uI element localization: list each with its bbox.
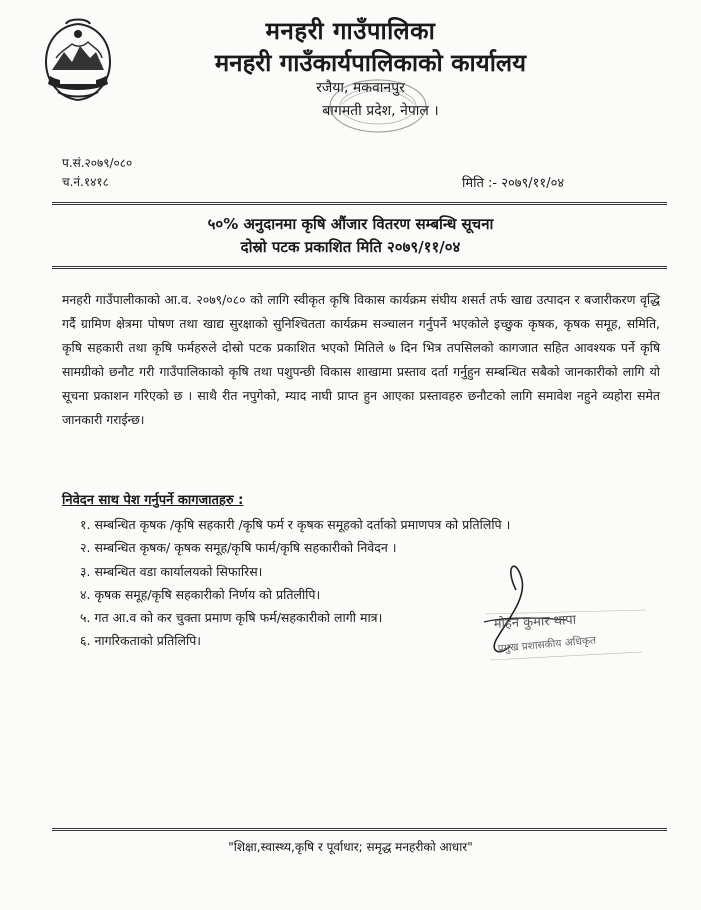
signature-stamp xyxy=(476,560,656,670)
header-divider xyxy=(52,202,667,205)
publication-date-line: दोस्रो पटक प्रकाशित मिति २०७९/११/०४ xyxy=(240,238,461,256)
signature-name: मोहन कुमार थापा xyxy=(493,612,577,632)
notice-body: मनहरी गाउँपालीकाको आ.व. २०७९/०८० को लागि स्वीकृत कृषि विकास कार्यक्रम संघीय शसर्त तर्फ खाद्य उत्पादन र बजारीकरण वृद्धि गर्दै ग्रामिण क्षेत्रमा पोषण तथा खाद्य सुरक्षाको सुनिश्चितता कार्यक्रम सञ्चालन गर्नुपर्ने भएकोले इच्छुक कृषक, कृषक समूह, समिति, कृषि सहकारी तथा कृषि फर्महरुले दोस्रो पटक प्रकाशित भएको मितिले ७ दिन भित्र तपसिलको कागजात सहित आवश्यक पर्ने कृषि सामग्रीको छनौट गरी गाउँपालिकाको कृषि तथा पशुपन्छी विकास शाखामा प्रस्ताव दर्ता गर्नुहुन सम्बन्धित सबैको जानकारीको लागि यो सूचना प्रकाशन गरिएको छ । साथै रीत नपुगेको, म्याद नाघी प्राप्त हुन आएका प्रस्तावहरु छनौटको लागि समावेश नहुने व्यहोरा समेत जानकारी गराईन्छ। xyxy=(62,292,660,427)
documents-list xyxy=(80,513,510,653)
list-item: ४. कृषक समूह/कृषि सहकारीको निर्णय को प्रतिलीपि। xyxy=(80,586,321,602)
list-item: १. सम्बन्धित कृषक /कृषि सहकारी /कृषि फर्म र कृषक समूहको दर्ताको प्रमाणपत्र को प्रतिलिपि । xyxy=(80,517,511,532)
notice-subject: ५०% अनुदानमा कृषि औंजार वितरण सम्बन्धि सूचना xyxy=(207,215,494,233)
office-name: मनहरी गाउँपालिका xyxy=(265,17,436,45)
list-item: ५. गत आ.व को कर चुक्ता प्रमाण कृषि फर्म/सहकारीको लागी मात्र। xyxy=(80,610,383,626)
office-executive-name: मनहरी गाउँकार्यपालिकाको कार्यालय xyxy=(214,49,527,77)
office-seal-icon xyxy=(322,74,430,136)
documents-heading: निवेदन साथ पेश गर्नुपर्ने कागजातहरु : xyxy=(62,493,244,508)
address-line-2: बागमती प्रदेश, नेपाल । xyxy=(322,103,439,119)
signature-designation: प्रमुख प्रशासकीय अधिकृत xyxy=(497,634,597,655)
list-item: २. सम्बन्धित कृषक/ कृषक समूह/कृषि फार्म/कृषि सहकारीको निवेदन । xyxy=(80,540,397,556)
footer-motto: "शिक्षा,स्वास्थ्य,कृषि र पूर्वाधार; समृद्ध मनहरीको आधार" xyxy=(228,840,473,854)
footer-divider xyxy=(52,828,667,831)
reference-number: प.सं.२०७९/०८० xyxy=(62,156,133,170)
dispatch-number: च.नं.१४१८ xyxy=(62,175,109,189)
letter-date: मिति :- २०७९/११/०४ xyxy=(462,176,565,191)
list-item: ३. सम्बन्धित वडा कार्यालयको सिफारिस। xyxy=(80,563,263,579)
subject-divider xyxy=(52,266,667,269)
list-item: ६. नागरिकताको प्रतिलिपि। xyxy=(80,633,202,649)
address-line-1: रजैया, मकवानपुर xyxy=(316,80,405,96)
